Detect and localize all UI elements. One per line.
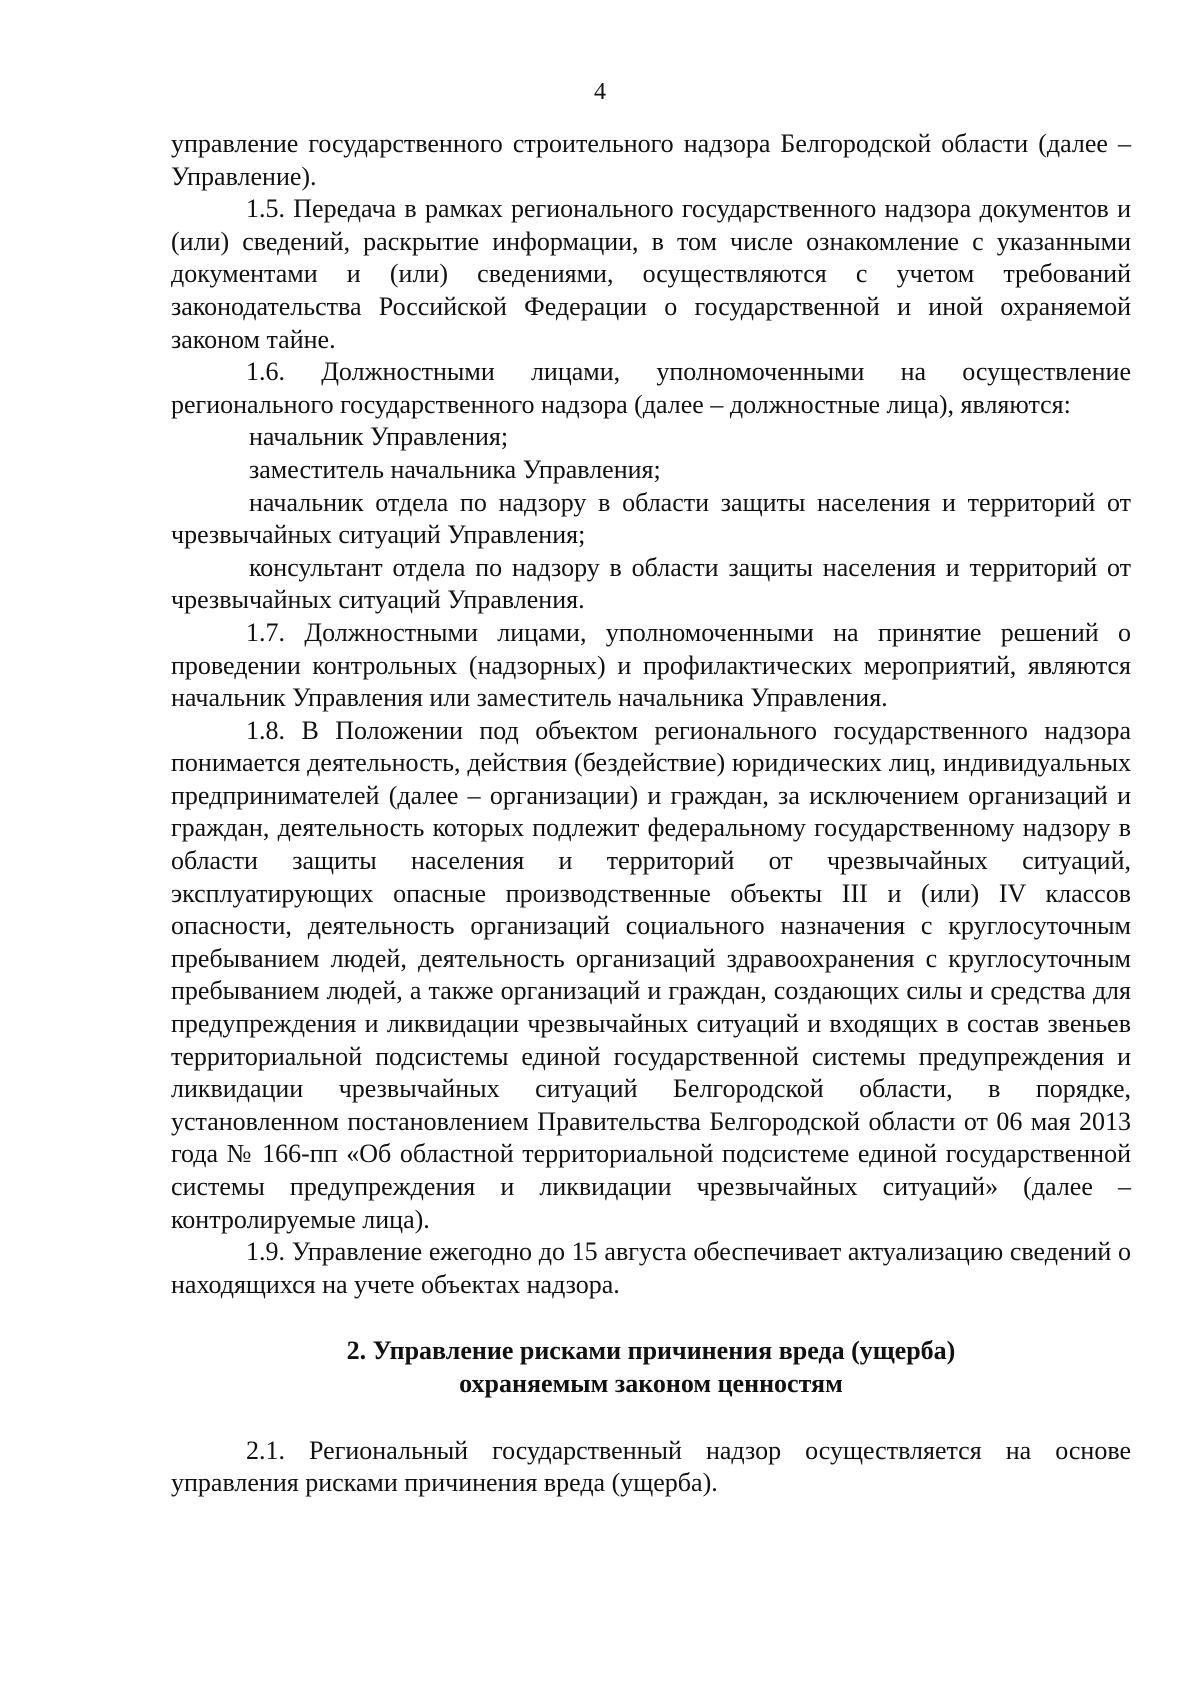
page-number: 4 (594, 79, 606, 105)
official-list-item: начальник отдела по надзору в области защиты населения и территорий от чрезвычайных ситуаций Управления; (171, 487, 1131, 550)
official-list-item: начальник Управления; (249, 422, 509, 452)
paragraph-1-6: 1.6. Должностными лицами, уполномоченными на осуществление регионального государственного надзора (далее – должностные лица), являются: (171, 357, 1131, 419)
paragraph-2-1: 2.1. Региональный государственный надзор осуществляется на основе управления рисками причинения вреда (ущерба). (171, 1435, 1131, 1498)
official-list-item: заместитель начальника Управления; (249, 454, 661, 484)
continuation-paragraph: управление государственного строительного надзора Белгородской области (далее – Управление). (171, 129, 1131, 191)
paragraph-1-9: 1.9. Управление ежегодно до 15 августа обеспечивает актуализацию сведений о находящихся на учете объектах надзора. (171, 1237, 1131, 1299)
document-body (171, 128, 1131, 1500)
section-2-heading (171, 1335, 1131, 1400)
official-list-item: консультант отдела по надзору в области защиты населения и территорий от чрезвычайных ситуаций Управления. (171, 552, 1131, 615)
paragraph-1-7: 1.7. Должностными лицами, уполномоченными на принятие решений о проведении контрольных (надзорных) и профилактических мероприятий, являются начальник Управления или заместитель начальника Управления. (171, 617, 1131, 713)
section-2-heading-line-2: охраняемым законом ценностям (459, 1368, 843, 1398)
section-2-heading-line-1: 2. Управление рисками причинения вреда (ущерба) (346, 1336, 956, 1366)
paragraph-1-5: 1.5. Передача в рамках регионального государственного надзора документов и (или) сведений, раскрытие информации, в том числе ознакомление с указанными документами и (или) сведениями, осуществляются с учетом требований законодательства Российской Федерации о государственной и иной охраняемой законом тайне. (171, 194, 1131, 354)
paragraph-1-8: 1.8. В Положении под объектом регионального государственного надзора понимается деятельность, действия (бездействие) юридических лиц, индивидуальных предпринимателей (далее – организации) и граждан, за исключением организаций и граждан, деятельность которых подлежит федеральному государственному надзору в области защиты населения и территорий от чрезвычайных ситуаций, эксплуатирующих опасные производственные объекты III и (или) IV классов опасности, деятельность организаций социального назначения с круглосуточным пребыванием людей, деятельность организаций здравоохранения с круглосуточным пребыванием людей, а также организаций и граждан, создающих силы и средства для предупреждения и ликвидации чрезвычайных ситуаций и входящих в состав звеньев территориальной подсистемы единой государственной системы предупреждения и ликвидации чрезвычайных ситуаций Белгородской области, в порядке, установленном постановлением Правительства Белгородской области от 06 мая 2013 года № 166-пп «Об областной территориальной подсистеме единой государственной системы предупреждения и ликвидации чрезвычайных ситуаций» (далее – контролируемые лица). (171, 715, 1131, 1234)
